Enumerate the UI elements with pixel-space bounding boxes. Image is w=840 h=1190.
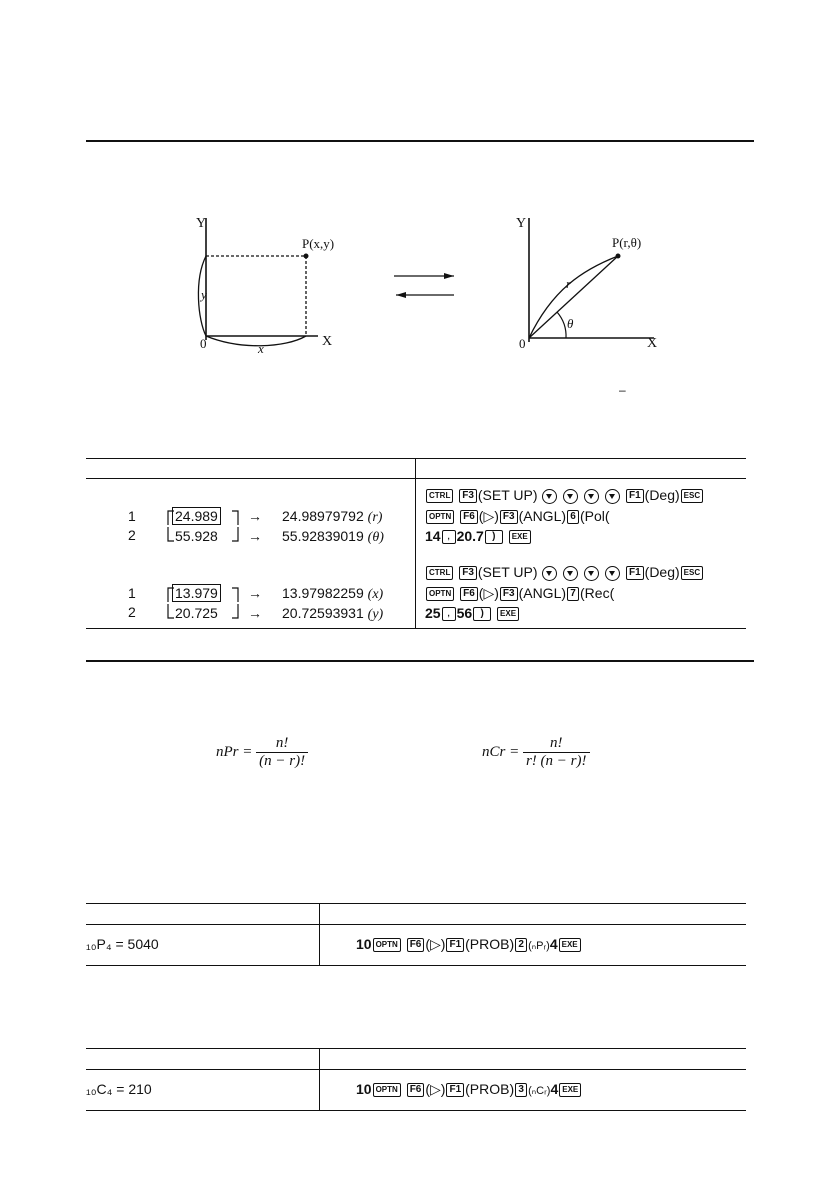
perm-denominator: (n − r)! [259,753,306,769]
f1-key: F1 [626,566,644,580]
conversion-table-divider [415,458,416,628]
exe-key: EXE [559,938,581,952]
exe-key: EXE [559,1083,581,1097]
small-dash: – [619,383,626,397]
optn-key: OPTN [426,587,454,601]
combination-formula [482,735,590,770]
cursor-down-icon [584,489,599,504]
line-number: 2 [128,604,136,620]
pol-arrow-2: → [248,528,262,544]
pol-r-value: 24.98979792 (r) [282,508,383,525]
polar-coordinates-diagram [512,210,662,360]
f3-key: F3 [500,587,518,601]
optn-key: OPTN [373,938,401,952]
cursor-down-icon [542,566,557,581]
left-axis-y-label: Y [196,216,207,231]
comb-table-bottom-rule [86,1110,746,1111]
comb-table-divider [319,1048,320,1111]
left-point-label: P(x,y) [302,236,335,251]
six-key: 6 [567,510,579,524]
pol-keyseq-1: CTRL F3 (SET UP) F1 (Deg) ESC [425,486,704,504]
pol-result-line-1 [128,508,136,524]
permutation-formula [216,735,308,770]
f1-key: F1 [446,1083,464,1097]
f6-key: F6 [407,1083,425,1097]
perm-table-bottom-rule [86,965,746,966]
rec-arrow-1: → [248,585,262,601]
f6-key: F6 [460,510,478,524]
rec-boxed-value [172,585,221,601]
pol-boxed-value [172,508,221,524]
perm-table-header-rule [86,924,746,925]
perm-table-divider [319,903,320,966]
seven-key: 7 [567,587,579,601]
pol-arrow-1: → [248,508,262,524]
comb-left: nCr = [482,743,520,760]
conversion-table-top-rule [86,458,746,459]
pol-theta-value: 55.92839019 (θ) [282,528,384,545]
comb-keyseq: 10 OPTN F6 (▷) F1 (PROB) 3 (ₙCᵣ)4 EXE [356,1080,582,1100]
right-point-label: P(r,θ) [612,235,642,250]
rec-y-value: 20.72593931 (y) [282,605,384,622]
f6-key: F6 [407,938,425,952]
right-r-label: r [566,276,572,291]
ctrl-key: CTRL [426,566,453,580]
comma-key: , [442,607,456,621]
right-origin-label: 0 [519,336,526,351]
cursor-down-icon [542,489,557,504]
right-axis-y-label: Y [516,216,527,231]
three-key: 3 [515,1083,527,1097]
comb-table-top-rule [86,1048,746,1049]
perm-table-top-rule [86,903,746,904]
rec-x-value: 13.97982259 (x) [282,585,384,602]
ctrl-key: CTRL [426,489,453,503]
cursor-down-icon [605,566,620,581]
rec-keyseq-1: CTRL F3 (SET UP) F1 (Deg) ESC [425,563,704,581]
rec-keyseq-2: OPTN F6 (▷) F3 (ANGL) 7 (Rec( [425,584,614,602]
optn-key: OPTN [426,510,454,524]
right-theta-label: θ [567,316,574,331]
rec-arrow-2: → [248,605,262,621]
esc-key: ESC [681,566,703,580]
comma-key: , [442,530,456,544]
perm-numerator: n! [256,735,308,753]
cursor-down-icon [584,566,599,581]
perm-left: nPr = [216,743,253,760]
f3-key: F3 [459,566,477,580]
f3-key: F3 [459,489,477,503]
rec-keyseq-3: 25 , 56 ) EXE [425,604,520,622]
f3-key: F3 [500,510,518,524]
rec-result-line-2 [128,604,136,620]
pol-keyseq-3: 14 , 20.7 ) EXE [425,527,532,545]
f1-key: F1 [626,489,644,503]
conversion-table-bottom-rule [86,628,746,629]
line-number: 1 [128,585,136,601]
pol-keyseq-2: OPTN F6 (▷) F3 (ANGL) 6 (Pol( [425,507,610,525]
comb-numerator: n! [523,735,590,753]
comb-table-header-rule [86,1069,746,1070]
left-origin-label: 0 [200,336,207,351]
perm-keyseq: 10 OPTN F6 (▷) F1 (PROB) 2 (ₙPᵣ)4 EXE [356,935,582,955]
conversion-table-header-rule [86,478,746,479]
comb-result: ₁₀C₄ = 210 [86,1081,152,1097]
comb-denominator: r! (n − r)! [525,753,587,769]
pol-theta-display: 55.928 [175,528,218,544]
exe-key: EXE [509,530,531,544]
left-axis-x-label: X [322,334,333,349]
line-number: 2 [128,527,136,543]
perm-result: ₁₀P₄ = 5040 [86,936,159,952]
section-middle-rule [86,660,754,662]
line-number: 1 [128,508,136,524]
right-axis-x-label: X [647,336,658,351]
f1-key: F1 [446,938,464,952]
cursor-down-icon [605,489,620,504]
x-display-value: 13.979 [172,584,221,602]
section-top-rule [86,140,754,142]
cursor-down-icon [563,489,578,504]
f6-key: F6 [460,587,478,601]
two-key: 2 [515,938,527,952]
rec-y-display: 20.725 [175,605,218,621]
optn-key: OPTN [373,1083,401,1097]
cursor-down-icon [563,566,578,581]
left-x-label: x [258,341,264,356]
right-paren-key: ) [473,607,491,621]
exe-key: EXE [497,607,519,621]
rec-result-line-1 [128,585,136,601]
right-paren-key: ) [485,530,503,544]
pol-result-line-2 [128,527,136,543]
r-display-value: 24.989 [172,507,221,525]
conversion-arrows [390,265,460,305]
left-y-label: y [201,287,207,302]
esc-key: ESC [681,489,703,503]
